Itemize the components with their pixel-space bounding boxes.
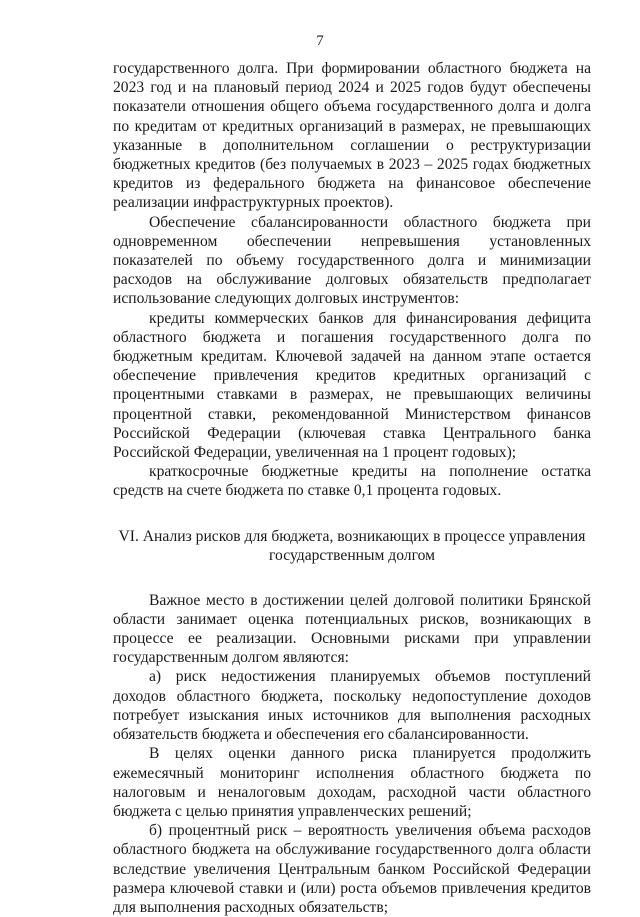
paragraph-balance-instruments: Обеспечение сбалансированности областного бюджета при одновременном обеспечении непревышения установленных показателей по объему государственного долга и минимизации расходов на обслуживание долговых обязательств предполагает использование следующих долговых инструментов: xyxy=(113,213,591,308)
section-heading-vi xyxy=(113,527,591,565)
page-number: 7 xyxy=(316,33,324,49)
paragraph-debt-indicators: государственного долга. При формировании областного бюджета на 2023 год и на плановый период 2024 и 2025 годов будут обеспечены показатели отношения общего объема государственного долга и долга по кредитам от кредитных организаций в размерах, не превышающих указанные в дополнительном соглашении о реструктуризации бюджетных кредитов (без получаемых в 2023 – 2025 годах бюджетных кредитов из федерального бюджета на финансовое обеспечение реализации инфраструктурных проектов). xyxy=(113,60,591,212)
section-heading-line-1: VI. Анализ рисков для бюджета, возникающих в процессе управления xyxy=(118,527,586,545)
paragraph-risk-a-revenue: а) риск недостижения планируемых объемов поступлений доходов областного бюджета, поскольку недопоступление доходов потребует изыскания иных источников для выполнения расходных обязательств бюджета и обеспечения его сбалансированности. xyxy=(113,668,591,744)
paragraph-short-term-budget-credits: краткосрочные бюджетные кредиты на пополнение остатка средств на счете бюджета по ставке 0,1 процента годовых. xyxy=(113,463,591,500)
section-heading-line-2: государственным долгом xyxy=(269,546,435,564)
paragraph-risk-assessment-intro: Важное место в достижении целей долговой политики Брянской области занимает оценка потенциальных рисков, возникающих в процессе ее реализации. Основными рисками при управлении государственным долгом являются: xyxy=(113,591,591,667)
paragraph-risk-monitoring: В целях оценки данного риска планируется продолжить ежемесячный мониторинг исполнения областного бюджета по налоговым и неналоговым доходам, расходной части областного бюджета с целью принятия управленческих решений; xyxy=(113,745,591,820)
paragraph-risk-b-interest: б) процентный риск – вероятность увеличения объема расходов областного бюджета на обслуживание государственного долга области вследствие увеличения Центральным банком Российской Федерации размера ключевой ставки и (или) роста объемов привлечения кредитов для выполнения расходных обязательств; xyxy=(113,822,591,916)
paragraph-commercial-bank-credits: кредиты коммерческих банков для финансирования дефицита областного бюджета и погашения государственного долга по бюджетным кредитам. Ключевой задачей на данном этапе остается обеспечение привлечения кредитов кредитных организаций с процентными ставками в размерах, не превышающих величины процентной ставки, рекомендованной Министерством финансов Российской Федерации (ключевая ставка Центрального банка Российской Федерации, увеличенная на 1 процент годовых); xyxy=(113,309,591,462)
document-body xyxy=(113,59,591,917)
